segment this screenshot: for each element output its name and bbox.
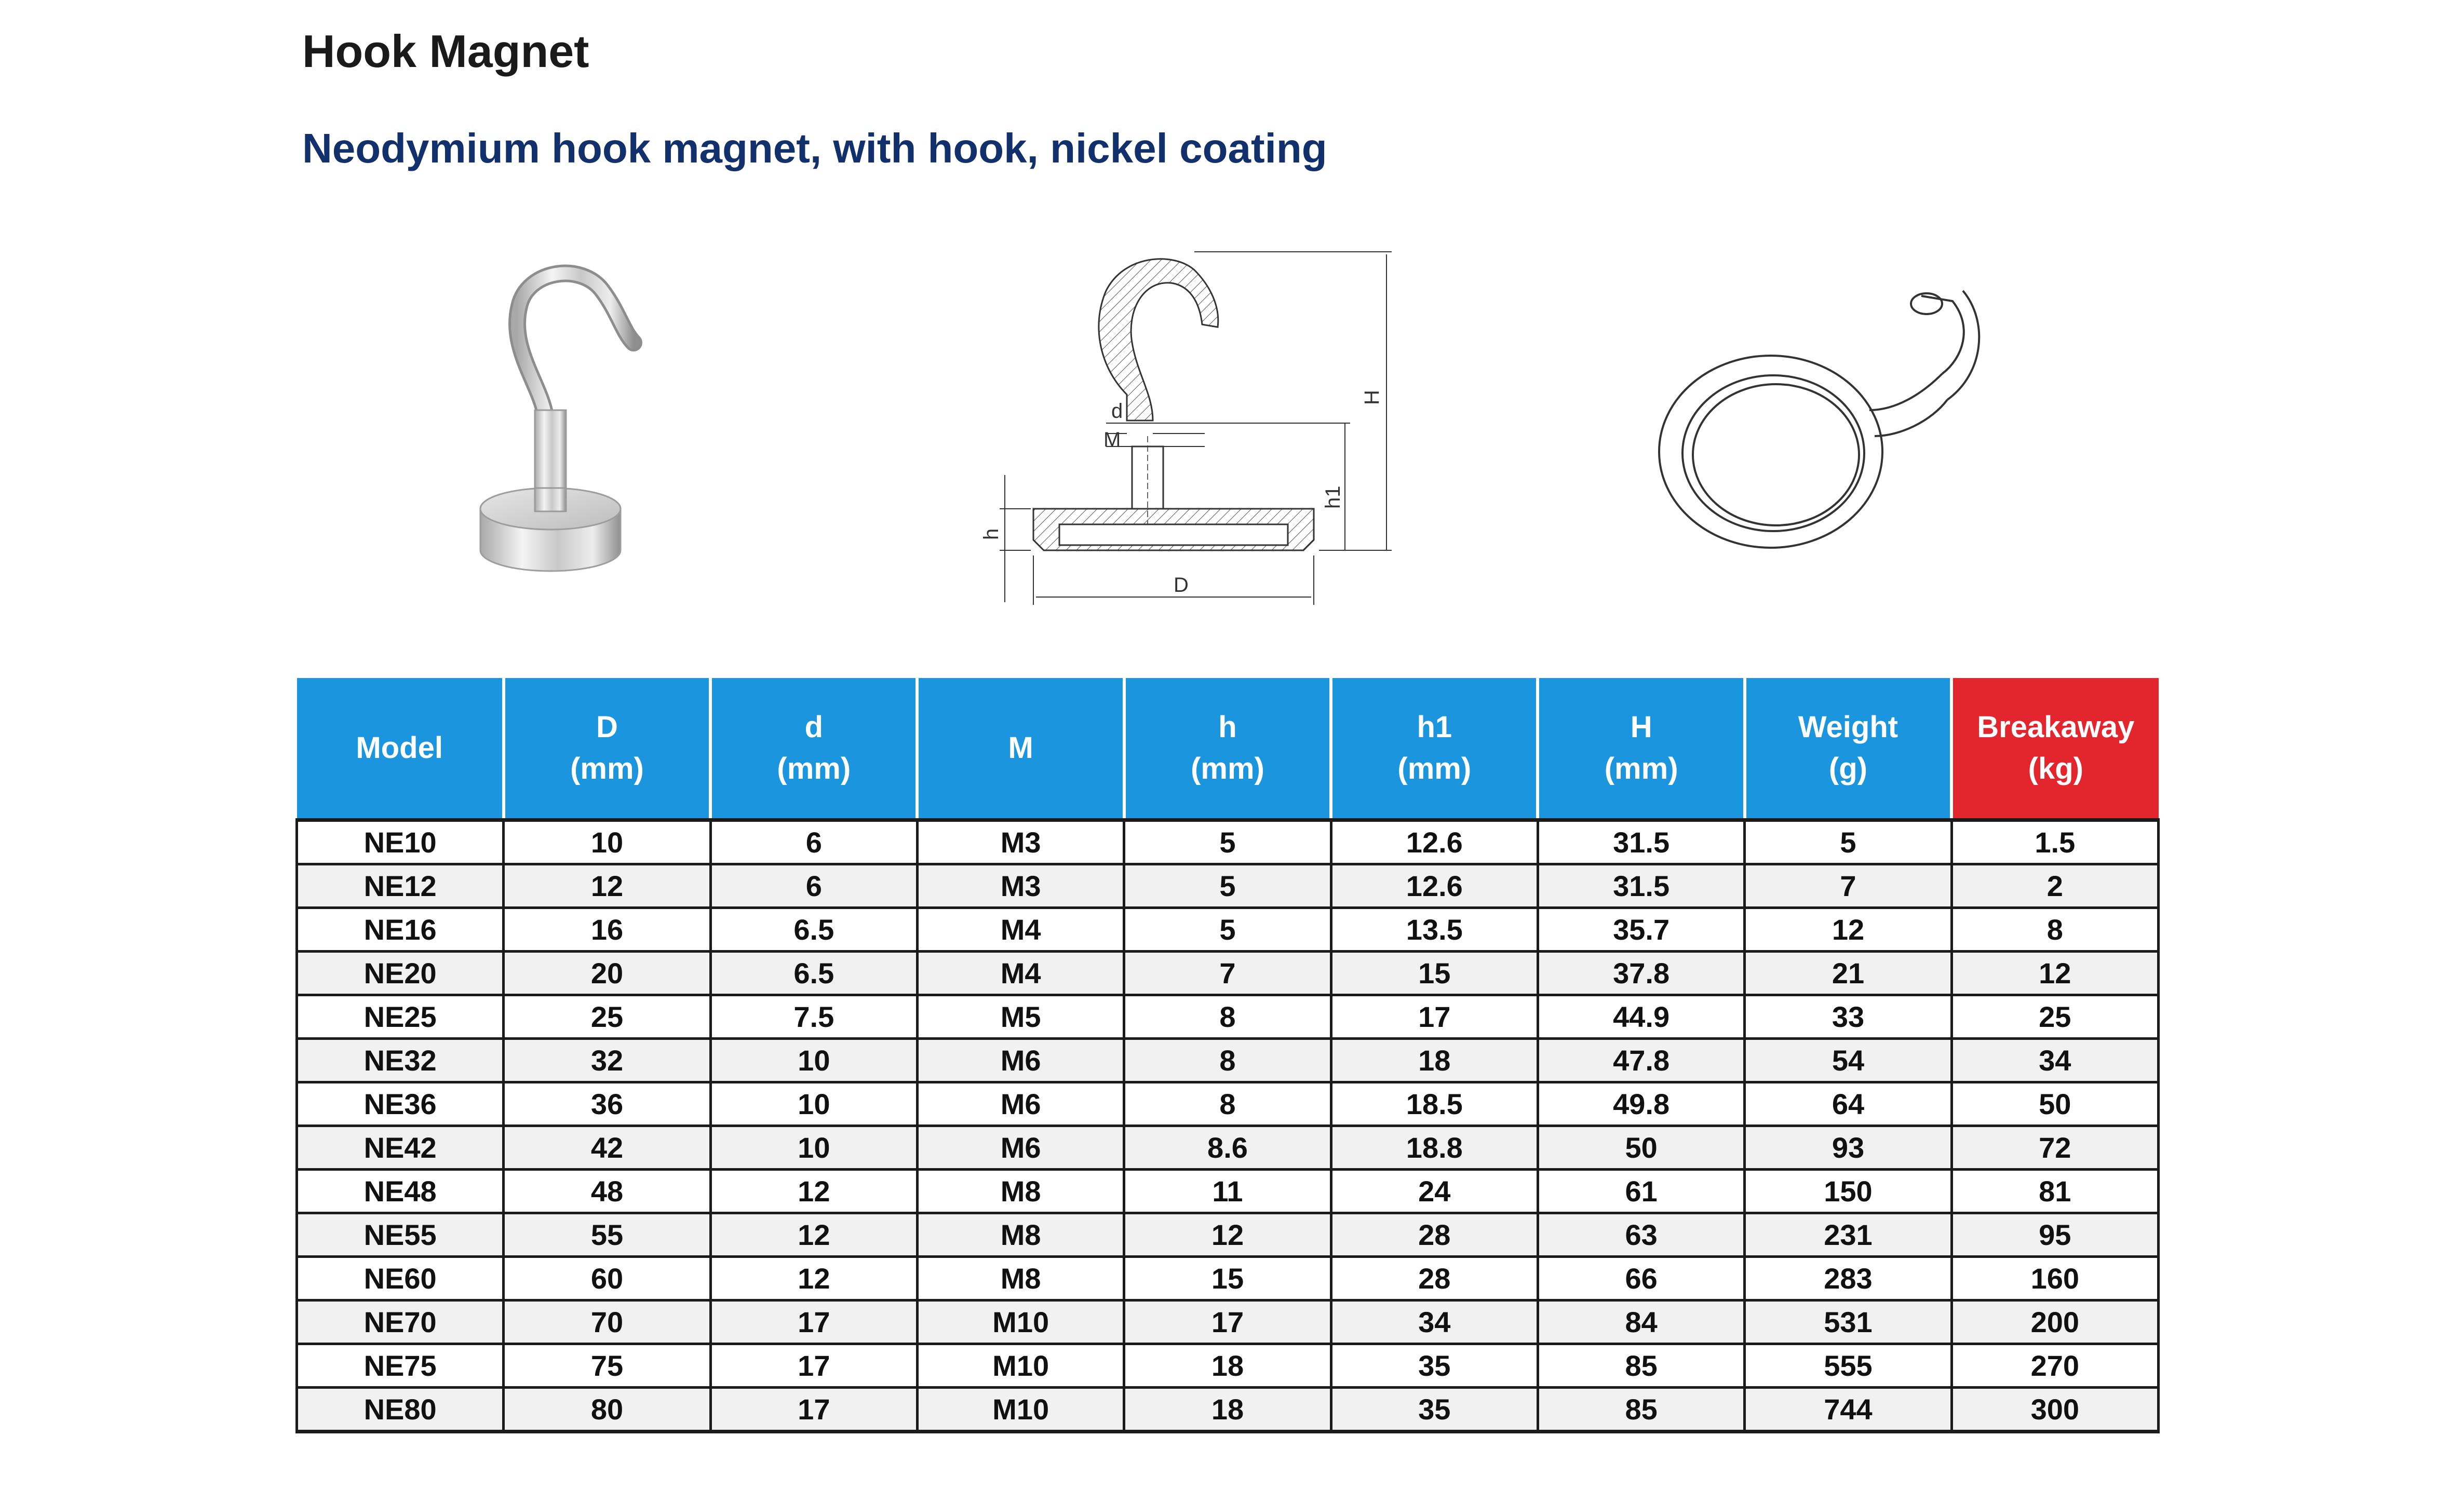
table-cell: 18 — [1124, 1388, 1331, 1432]
table-cell: 20 — [504, 952, 710, 995]
table-body — [297, 820, 2159, 1432]
table-cell: 36 — [504, 1082, 710, 1126]
table-cell: 7 — [1124, 952, 1331, 995]
table-cell: 11 — [1124, 1170, 1331, 1213]
table-cell: M10 — [917, 1300, 1124, 1344]
table-cell: 7.5 — [710, 995, 917, 1039]
table-cell: 160 — [1951, 1257, 2158, 1300]
table-cell: 81 — [1951, 1170, 2158, 1213]
table-cell: 35.7 — [1538, 908, 1744, 952]
table-cell: 55 — [504, 1213, 710, 1257]
table-cell: M6 — [917, 1082, 1124, 1126]
table-cell: 231 — [1745, 1213, 1951, 1257]
table-cell: 8 — [1951, 908, 2158, 952]
table-cell: 744 — [1745, 1388, 1951, 1432]
dim-big-h-label: H — [1361, 390, 1383, 405]
table-cell: NE75 — [297, 1344, 504, 1388]
table-cell: NE10 — [297, 820, 504, 864]
table-cell: 531 — [1745, 1300, 1951, 1344]
table-cell: 72 — [1951, 1126, 2158, 1170]
table-cell: 47.8 — [1538, 1039, 1744, 1082]
table-cell: M4 — [917, 908, 1124, 952]
table-cell: 12.6 — [1331, 864, 1538, 908]
table-cell: 35 — [1331, 1388, 1538, 1432]
table-row — [297, 1213, 2159, 1257]
table-cell: NE60 — [297, 1257, 504, 1300]
dim-h-label: h — [980, 528, 1003, 540]
header-h: h (mm) — [1124, 678, 1331, 820]
table-cell: 85 — [1538, 1344, 1744, 1388]
table-cell: 12 — [1745, 908, 1951, 952]
table-row — [297, 864, 2159, 908]
table-cell: 270 — [1951, 1344, 2158, 1388]
table-cell: M4 — [917, 952, 1124, 995]
table-cell: 1.5 — [1951, 820, 2158, 864]
table-cell: 34 — [1951, 1039, 2158, 1082]
table-cell: 24 — [1331, 1170, 1538, 1213]
table-cell: NE42 — [297, 1126, 504, 1170]
table-cell: 95 — [1951, 1213, 2158, 1257]
dim-h1-label: h1 — [1322, 485, 1344, 509]
table-cell: 80 — [504, 1388, 710, 1432]
table-cell: NE25 — [297, 995, 504, 1039]
table-cell: 28 — [1331, 1213, 1538, 1257]
table-cell: M6 — [917, 1039, 1124, 1082]
table-cell: NE36 — [297, 1082, 504, 1126]
table-cell: 6.5 — [710, 908, 917, 952]
table-row — [297, 1082, 2159, 1126]
table-cell: 8 — [1124, 995, 1331, 1039]
header-weight: Weight (g) — [1745, 678, 1951, 820]
table-cell: 25 — [504, 995, 710, 1039]
table-row — [297, 1039, 2159, 1082]
table-cell: M3 — [917, 820, 1124, 864]
table-cell: 8 — [1124, 1082, 1331, 1126]
table-cell: 50 — [1951, 1082, 2158, 1126]
table-cell: 5 — [1124, 864, 1331, 908]
table-cell: 21 — [1745, 952, 1951, 995]
table-cell: 200 — [1951, 1300, 2158, 1344]
table-cell: 75 — [504, 1344, 710, 1388]
dim-d-label: d — [1111, 400, 1123, 423]
table-cell: 48 — [504, 1170, 710, 1213]
table-cell: 42 — [504, 1126, 710, 1170]
header-thread: M — [917, 678, 1124, 820]
table-cell: M8 — [917, 1213, 1124, 1257]
table-row — [297, 1257, 2159, 1300]
table-cell: M8 — [917, 1257, 1124, 1300]
table-cell: 10 — [504, 820, 710, 864]
table-cell: 18.8 — [1331, 1126, 1538, 1170]
table-cell: M6 — [917, 1126, 1124, 1170]
table-cell: 283 — [1745, 1257, 1951, 1300]
header-total-height: H (mm) — [1538, 678, 1744, 820]
table-cell: 93 — [1745, 1126, 1951, 1170]
header-h1: h1 (mm) — [1331, 678, 1538, 820]
table-row — [297, 1126, 2159, 1170]
table-row — [297, 952, 2159, 995]
table-cell: 17 — [710, 1388, 917, 1432]
table-cell: 85 — [1538, 1388, 1744, 1432]
dim-big-d-label: D — [1174, 574, 1189, 597]
table-cell: 12 — [710, 1257, 917, 1300]
table-cell: 300 — [1951, 1388, 2158, 1432]
table-cell: 33 — [1745, 995, 1951, 1039]
table-cell: 49.8 — [1538, 1082, 1744, 1126]
isometric-sketch — [1651, 280, 1984, 571]
table-row — [297, 995, 2159, 1039]
hook-magnet-photo — [478, 260, 696, 592]
table-row — [297, 1388, 2159, 1432]
table-cell: 17 — [710, 1344, 917, 1388]
table-cell: NE16 — [297, 908, 504, 952]
table-cell: 31.5 — [1538, 820, 1744, 864]
table-cell: 10 — [710, 1126, 917, 1170]
table-cell: 63 — [1538, 1213, 1744, 1257]
table-cell: 15 — [1124, 1257, 1331, 1300]
table-row — [297, 1170, 2159, 1213]
table-cell: 12 — [504, 864, 710, 908]
table-cell: 31.5 — [1538, 864, 1744, 908]
table-cell: 17 — [1331, 995, 1538, 1039]
table-cell: M3 — [917, 864, 1124, 908]
table-cell: 12.6 — [1331, 820, 1538, 864]
table-row — [297, 1344, 2159, 1388]
table-cell: 17 — [1124, 1300, 1331, 1344]
table-cell: 5 — [1124, 820, 1331, 864]
table-cell: 555 — [1745, 1344, 1951, 1388]
table-cell: 17 — [710, 1300, 917, 1344]
table-cell: 7 — [1745, 864, 1951, 908]
page-subtitle: Neodymium hook magnet, with hook, nickel coating — [302, 125, 1327, 171]
table-cell: 13.5 — [1331, 908, 1538, 952]
table-cell: 10 — [710, 1082, 917, 1126]
table-cell: 28 — [1331, 1257, 1538, 1300]
page-title: Hook Magnet — [302, 25, 589, 77]
table-cell: 150 — [1745, 1170, 1951, 1213]
table-row — [297, 908, 2159, 952]
table-cell: 70 — [504, 1300, 710, 1344]
table-cell: NE70 — [297, 1300, 504, 1344]
table-cell: NE48 — [297, 1170, 504, 1213]
table-cell: 32 — [504, 1039, 710, 1082]
table-cell: NE12 — [297, 864, 504, 908]
table-cell: 34 — [1331, 1300, 1538, 1344]
table-cell: 18 — [1331, 1039, 1538, 1082]
table-cell: M5 — [917, 995, 1124, 1039]
table-cell: 12 — [710, 1170, 917, 1213]
table-cell: 61 — [1538, 1170, 1744, 1213]
header-d-inner: d (mm) — [710, 678, 917, 820]
table-cell: NE80 — [297, 1388, 504, 1432]
table-cell: 25 — [1951, 995, 2158, 1039]
table-cell: 16 — [504, 908, 710, 952]
table-cell: 10 — [710, 1039, 917, 1082]
table-cell: 44.9 — [1538, 995, 1744, 1039]
table-cell: NE32 — [297, 1039, 504, 1082]
table-cell: 18.5 — [1331, 1082, 1538, 1126]
dim-m-label: M — [1103, 428, 1121, 451]
table-row — [297, 1300, 2159, 1344]
spec-table — [295, 678, 2160, 1433]
table-cell: 84 — [1538, 1300, 1744, 1344]
table-cell: M10 — [917, 1388, 1124, 1432]
table-cell: 12 — [710, 1213, 917, 1257]
header-breakaway: Breakaway (kg) — [1951, 678, 2158, 820]
table-cell: 2 — [1951, 864, 2158, 908]
table-cell: M8 — [917, 1170, 1124, 1213]
table-cell: 12 — [1124, 1213, 1331, 1257]
table-cell: 8.6 — [1124, 1126, 1331, 1170]
table-cell: NE55 — [297, 1213, 504, 1257]
table-cell: 6.5 — [710, 952, 917, 995]
table-cell: 37.8 — [1538, 952, 1744, 995]
table-cell: 15 — [1331, 952, 1538, 995]
table-cell: 6 — [710, 864, 917, 908]
table-cell: 6 — [710, 820, 917, 864]
table-cell: M10 — [917, 1344, 1124, 1388]
table-cell: 54 — [1745, 1039, 1951, 1082]
table-cell: 35 — [1331, 1344, 1538, 1388]
table-cell: 18 — [1124, 1344, 1331, 1388]
technical-drawing — [976, 239, 1402, 623]
table-cell: 5 — [1124, 908, 1331, 952]
table-cell: 8 — [1124, 1039, 1331, 1082]
table-row — [297, 820, 2159, 864]
table-cell: 60 — [504, 1257, 710, 1300]
table-cell: 50 — [1538, 1126, 1744, 1170]
table-header-row — [297, 678, 2159, 820]
table-cell: 64 — [1745, 1082, 1951, 1126]
header-d-outer: D (mm) — [504, 678, 710, 820]
table-cell: 66 — [1538, 1257, 1744, 1300]
table-cell: 12 — [1951, 952, 2158, 995]
table-cell: NE20 — [297, 952, 504, 995]
table-cell: 5 — [1745, 820, 1951, 864]
header-model: Model — [297, 678, 504, 820]
